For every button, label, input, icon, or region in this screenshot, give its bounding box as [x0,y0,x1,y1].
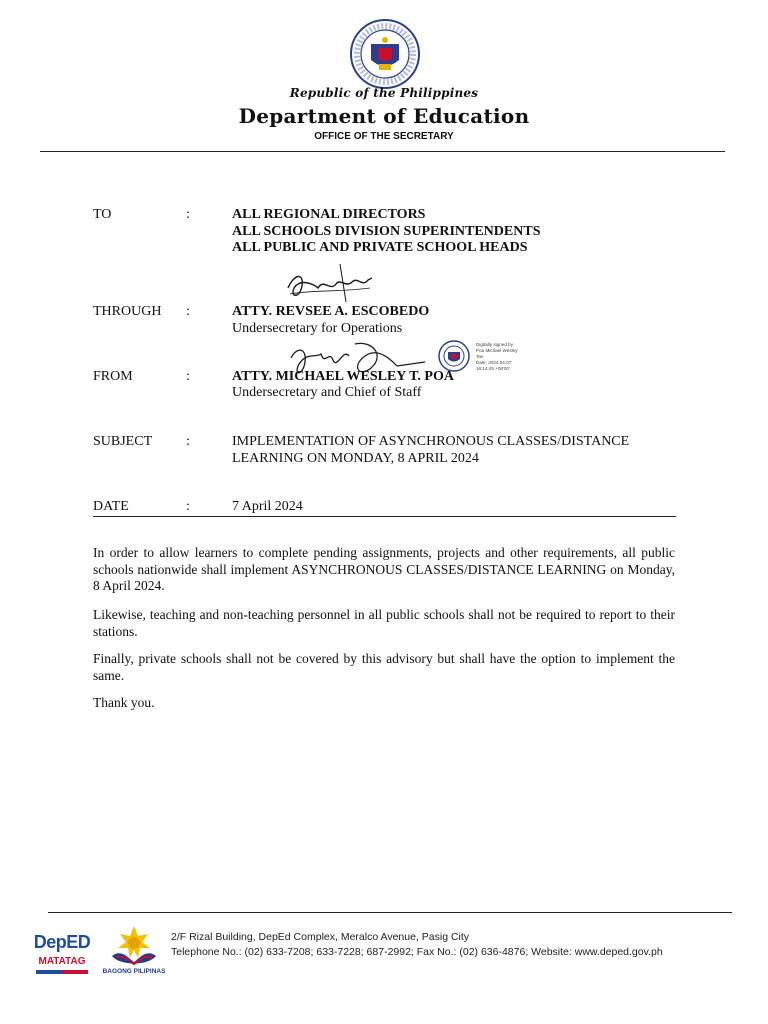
from-colon: : [186,369,190,384]
from-label: FROM [93,369,133,384]
digital-signature-text [476,342,556,372]
from-title: Undersecretary and Chief of Staff [232,385,422,400]
subject-colon: : [186,434,190,449]
footer-contact: Telephone No.: (02) 633-7208; 633-7228; 687-2992; Fax No.: (02) 636-4876; Website: www.deped.gov.ph [171,946,663,958]
department-heading: Department of Education [238,104,530,128]
to-recipient-2: ALL SCHOOLS DIVISION SUPERINTENDENTS [232,223,541,239]
to-recipient-3: ALL PUBLIC AND PRIVATE SCHOOL HEADS [232,240,528,255]
subject-line-2: LEARNING ON MONDAY, 8 APRIL 2024 [232,450,479,466]
date-label: DATE [93,499,129,514]
footer-address: 2/F Rizal Building, DepEd Complex, Meralco Avenue, Pasig City [171,931,470,943]
dsig-line: Poa Michael Wesley [476,348,518,353]
from-name: ATTY. MICHAEL WESLEY T. POA [232,369,454,384]
to-recipient-1: ALL REGIONAL DIRECTORS [232,207,426,222]
closing-thank-you: Thank you. [93,695,155,710]
subject-label: SUBJECT [93,434,153,449]
deped-logo: DepED [33,932,91,952]
digital-signature-seal-icon [438,340,470,372]
bagong-pilipinas-logo [104,922,164,968]
through-title: Undersecretary for Operations [232,321,403,336]
dsig-line: Date: 2024.04.07 [476,360,512,365]
body-paragraph-3: Finally, private schools shall not be covered by this advisory but shall have the option to implement the same. [93,651,675,683]
republic-heading: Republic of the Philippines [289,86,479,100]
body-paragraph-2: Likewise, teaching and non-teaching personnel in all public schools shall not be required to report to their stations. [93,607,675,639]
through-colon: : [186,304,190,319]
through-label: THROUGH [93,304,162,319]
to-colon: : [186,207,190,222]
subject-line-1: IMPLEMENTATION OF ASYNCHRONOUS CLASSES/DISTANCE [232,434,630,449]
dsig-line: Tan [476,354,484,359]
deped-seal-logo [349,18,421,90]
footer-divider [48,912,732,913]
matatag-logo: MATATAG [38,956,86,967]
date-divider [93,516,676,517]
through-name: ATTY. REVSEE A. ESCOBEDO [232,304,430,319]
office-heading: OFFICE OF THE SECRETARY [314,131,454,142]
dsig-line: Digitally signed by [476,342,514,347]
to-label: TO [93,207,112,222]
date-colon: : [186,499,190,514]
date-value: 7 April 2024 [232,499,303,514]
bagong-pilipinas-label: BAGONG PILIPINAS [102,968,166,975]
body-paragraph-1: In order to allow learners to complete pending assignments, projects and other requirements, all public schools nationwide shall implement ASYNCHRONOUS CLASSES/DISTANCE LEARNING on Monday, 8 April 2024. [93,545,675,593]
header-divider [40,151,725,152]
matatag-underline-icon [36,970,88,974]
escobedo-signature [280,258,380,308]
dsig-line: 16:14:45 +08'00' [476,366,510,371]
